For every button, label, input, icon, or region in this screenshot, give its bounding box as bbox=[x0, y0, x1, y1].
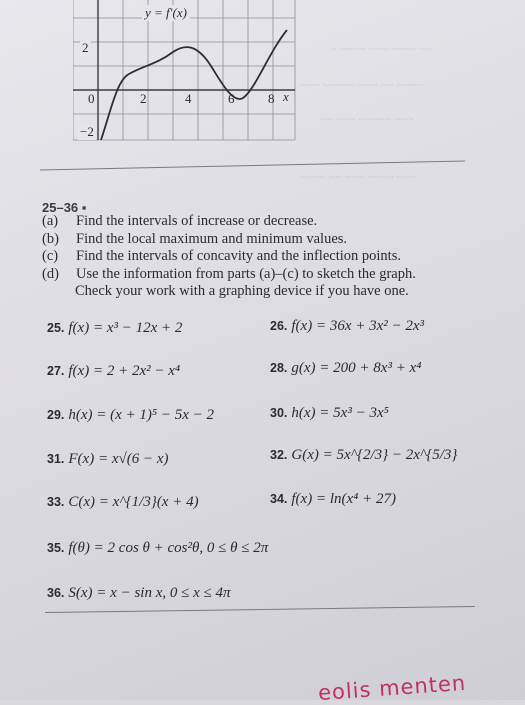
exercise-27: 27. f(x) = 2 + 2x² − x⁴ bbox=[47, 363, 181, 379]
bleed-through-text: ~~~ ~~~~~ ~~~ ~~ ~~~~ bbox=[300, 78, 423, 92]
part-d bbox=[42, 266, 512, 284]
bleed-through-text: ~~ ~~~ ~~~~~ ~~~ bbox=[320, 112, 414, 126]
part-text: Find the local maximum and minimum values. bbox=[76, 230, 348, 247]
y-tick-label: 2 bbox=[82, 40, 89, 55]
bleed-through-text: ~~~~ ~~ ~~~ ~~~~ ~~~ bbox=[300, 170, 416, 184]
graph-title: y = f′(x) bbox=[142, 5, 190, 21]
part-b bbox=[42, 231, 512, 249]
x-tick-label: 8 bbox=[268, 91, 275, 106]
exercise-34: 34. f(x) = ln(x⁴ + 27) bbox=[270, 491, 396, 507]
f-prime-curve bbox=[101, 30, 287, 140]
exercise-28: 28. g(x) = 200 + 8x³ + x⁴ bbox=[270, 360, 422, 376]
exercise-33: 33. C(x) = x^{1/3}(x + 4) bbox=[47, 494, 199, 510]
origin-label: 0 bbox=[88, 91, 95, 106]
exercise-29: 29. h(x) = (x + 1)⁵ − 5x − 2 bbox=[47, 407, 215, 423]
exercise-31: 31. F(x) = x√(6 − x) bbox=[47, 451, 169, 467]
y-tick-label: −2 bbox=[80, 124, 94, 139]
part-label: (a) bbox=[42, 213, 59, 229]
exercise-35: 35. f(θ) = 2 cos θ + cos²θ, 0 ≤ θ ≤ 2π bbox=[47, 540, 269, 556]
x-tick-label: 6 bbox=[228, 91, 235, 106]
exercise-25: 25. f(x) = x³ − 12x + 2 bbox=[47, 320, 183, 336]
exercise-36: 36. S(x) = x − sin x, 0 ≤ x ≤ 4π bbox=[47, 585, 231, 601]
handwritten-note: eolis menten bbox=[317, 670, 467, 705]
instructions bbox=[42, 213, 512, 301]
derivative-graph bbox=[73, 0, 303, 150]
part-text: Use the information from parts (a)–(c) to sketch the graph. bbox=[76, 265, 416, 282]
check-line: Check your work with a graphing device if you have one. bbox=[75, 283, 409, 299]
divider-line bbox=[45, 606, 475, 613]
part-a bbox=[42, 213, 512, 231]
part-label: (c) bbox=[42, 248, 59, 264]
exercise-32: 32. G(x) = 5x^{2/3} − 2x^{5/3} bbox=[270, 447, 458, 463]
divider-line bbox=[40, 161, 465, 171]
x-axis-label: x bbox=[283, 89, 289, 104]
x-tick-label: 4 bbox=[185, 91, 192, 106]
part-label: (d) bbox=[42, 265, 59, 282]
x-tick-label: 2 bbox=[140, 91, 147, 106]
exercise-30: 30. h(x) = 5x³ − 3x⁵ bbox=[270, 405, 389, 421]
part-text: Find the intervals of concavity and the inflection points. bbox=[76, 248, 401, 264]
bleed-through-text: ~ ~~~~ ~~~ ~~~~ ~~ bbox=[330, 42, 433, 56]
part-c bbox=[42, 248, 512, 266]
part-label: (b) bbox=[42, 230, 59, 247]
exercise-26: 26. f(x) = 36x + 3x² − 2x³ bbox=[270, 318, 425, 334]
problems-header: 25–36 ▪ bbox=[42, 200, 87, 215]
part-text: Find the intervals of increase or decrease. bbox=[76, 213, 318, 229]
